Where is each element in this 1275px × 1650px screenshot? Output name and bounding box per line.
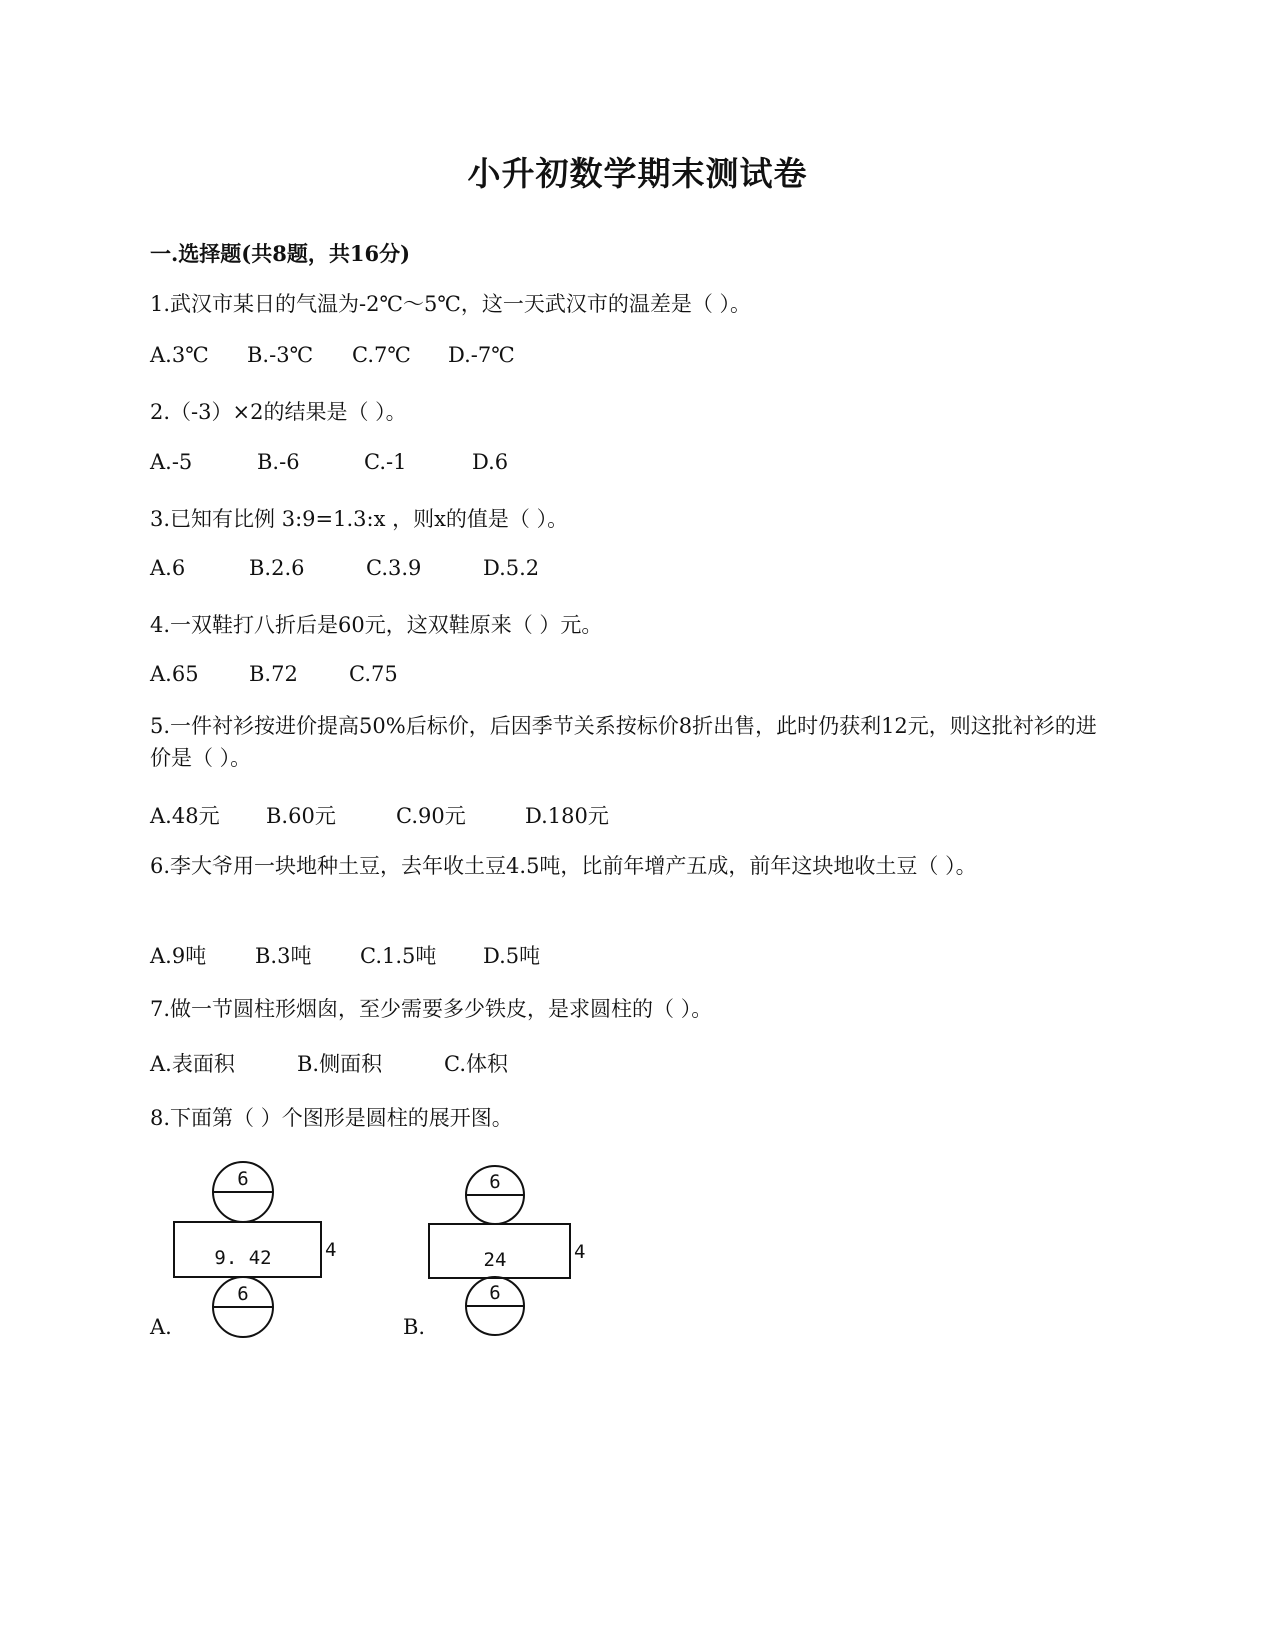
q1-option-d: D.-7℃ bbox=[448, 343, 515, 367]
figure-b-rect-label: 24 bbox=[483, 1249, 507, 1271]
q4-option-a: A.65 bbox=[150, 662, 199, 686]
figure-b-side-label: 4 bbox=[574, 1241, 586, 1263]
q3-option-b: B.2.6 bbox=[249, 556, 305, 580]
question-7: 7.做一节圆柱形烟囱，至少需要多少铁皮，是求圆柱的（ ）。 bbox=[150, 997, 713, 1021]
q4-option-b: B.72 bbox=[249, 662, 298, 686]
question-4: 4.一双鞋打八折后是60元，这双鞋原来（ ）元。 bbox=[150, 613, 603, 637]
q5-option-a: A.48元 bbox=[150, 804, 220, 828]
q1-option-c: C.7℃ bbox=[352, 343, 411, 367]
figure-b-bottom-label: 6 bbox=[489, 1282, 501, 1304]
page-title: 小升初数学期末测试卷 bbox=[467, 154, 808, 193]
q5-option-d: D.180元 bbox=[525, 804, 609, 828]
q3-option-c: C.3.9 bbox=[366, 556, 422, 580]
q6-option-b: B.3吨 bbox=[255, 944, 312, 968]
question-8: 8.下面第（ ）个图形是圆柱的展开图。 bbox=[150, 1106, 513, 1130]
q2-option-a: A.-5 bbox=[150, 450, 193, 474]
q7-option-b: B.侧面积 bbox=[297, 1052, 383, 1076]
question-6: 6.李大爷用一块地种土豆，去年收土豆4.5吨，比前年增产五成，前年这块地收土豆（ ）。 bbox=[150, 854, 977, 878]
q6-option-a: A.9吨 bbox=[150, 944, 207, 968]
figure-a-label: A. bbox=[150, 1315, 172, 1339]
figure-a-top-label: 6 bbox=[237, 1168, 249, 1190]
question-3: 3.已知有比例 3:9=1.3:x ，则x的值是（ ）。 bbox=[150, 507, 569, 531]
q6-option-c: C.1.5吨 bbox=[360, 944, 437, 968]
q2-option-d: D.6 bbox=[472, 450, 509, 474]
figure-a-bottom-label: 6 bbox=[237, 1283, 249, 1305]
q5-option-b: B.60元 bbox=[266, 804, 336, 828]
figure-a-cylinder-net bbox=[170, 1150, 350, 1340]
question-2: 2.（-3）×2的结果是（ ）。 bbox=[150, 400, 407, 424]
question-1: 1.武汉市某日的气温为-2℃～5℃，这一天武汉市的温差是（ ）。 bbox=[150, 292, 752, 316]
section-heading: 一.选择题(共8题，共16分) bbox=[150, 241, 411, 266]
q5-option-c: C.90元 bbox=[396, 804, 466, 828]
figure-a-side-label: 4 bbox=[325, 1239, 337, 1261]
q4-option-c: C.75 bbox=[349, 662, 398, 686]
figure-b-label: B. bbox=[403, 1315, 426, 1339]
q1-option-b: B.-3℃ bbox=[247, 343, 314, 367]
q3-option-d: D.5.2 bbox=[483, 556, 540, 580]
q3-option-a: A.6 bbox=[150, 556, 186, 580]
q1-option-a: A.3℃ bbox=[150, 343, 209, 367]
figure-b-cylinder-net bbox=[425, 1150, 605, 1340]
q2-option-c: C.-1 bbox=[364, 450, 407, 474]
q7-option-c: C.体积 bbox=[444, 1052, 508, 1076]
q6-option-d: D.5吨 bbox=[483, 944, 541, 968]
figure-a-rect-label: 9. 42 bbox=[214, 1247, 272, 1269]
q2-option-b: B.-6 bbox=[257, 450, 300, 474]
question-5: 5.一件衬衫按进价提高50%后标价，后因季节关系按标价8折出售，此时仍获利12元，则这批衬衫的进价是（ ）。 bbox=[150, 714, 1097, 770]
figure-b-top-label: 6 bbox=[489, 1171, 501, 1193]
q7-option-a: A.表面积 bbox=[150, 1052, 235, 1076]
